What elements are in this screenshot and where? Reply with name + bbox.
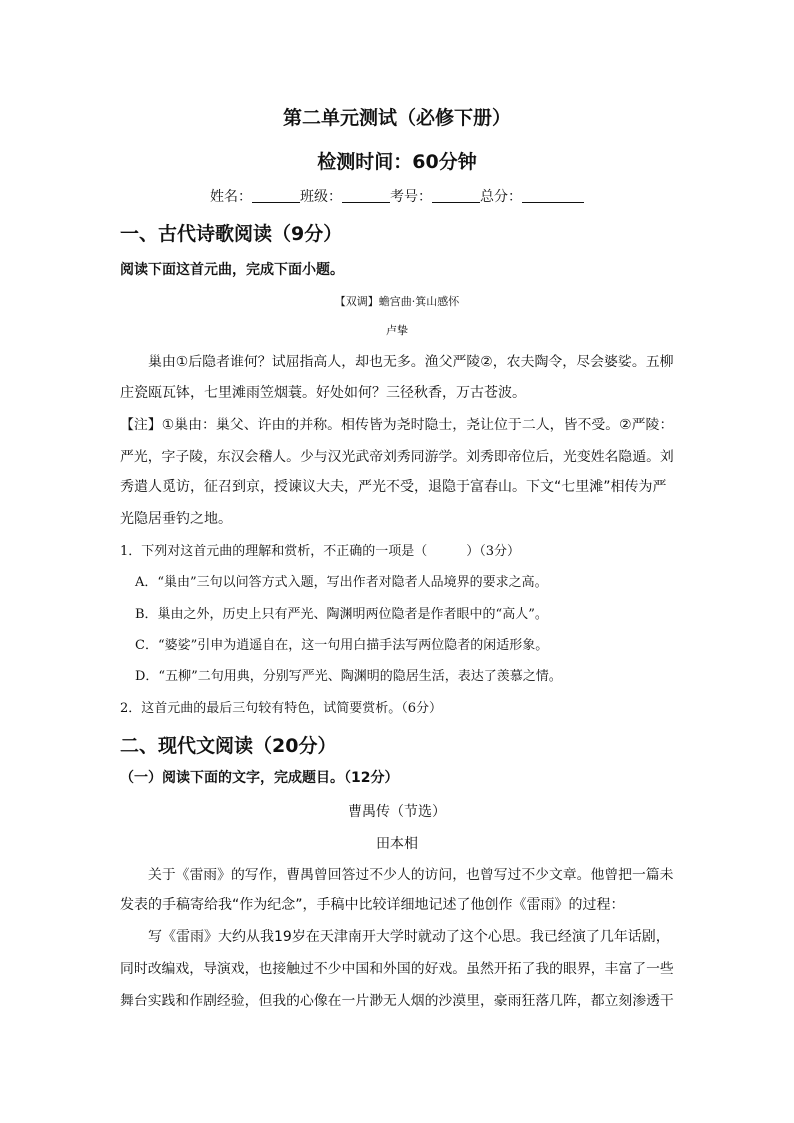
section1-heading: 一、古代诗歌阅读（9分） [120,223,343,245]
note-line: 严光，字子陵，东汉会稽人。少与汉光武帝刘秀同游学。刘秀即帝位后，光变姓名隐遁。刘 [120,449,674,465]
note-line: 【注】①巢由：巢父、许由的并称。相传皆为尧时隐士，尧让位于二人，皆不受。②严陵： [120,417,674,433]
class-label: 班级： [300,189,342,205]
poem-line: 庄瓷瓯瓦钵，七里滩雨笠烟蓑。好处如何？三径秋香，万古苍波。 [120,385,526,401]
note-line: 光隐居垂钓之地。 [120,511,232,527]
article-line: 发表的手稿寄给我“作为纪念”，手稿中比较详细地记述了他创作《雷雨》的过程： [120,897,625,913]
score-label: 总分： [480,189,522,205]
option-b[interactable]: B．巢由之外，历史上只有严光、陶渊明两位隐者是作者眼中的“高人”。 [135,607,548,622]
name-blank[interactable] [252,188,300,203]
option-c[interactable]: C．“婆娑”引申为逍遥自在，这一句用白描手法写两位隐者的闲适形象。 [135,638,549,653]
note-line: 秀遣人觅访，征召到京，授谏议大夫，严光不受，退隐于富春山。下文“七里滩”相传为严 [120,479,667,495]
exam-title: 第二单元测试（必修下册） [282,107,511,129]
exam-duration: 检测时间：60分钟 [317,151,477,173]
option-a[interactable]: A．“巢由”三句以问答方式入题，写出作者对隐者人品境界的要求之高。 [135,575,548,590]
article-line: 同时改编戏，导演戏，也接触过不少中国和外国的好戏。虽然开拓了我的眼界，丰富了一些 [120,961,674,977]
score-blank[interactable] [522,188,584,203]
poem-author: 卢挚 [386,324,408,337]
name-label: 姓名： [210,189,252,205]
article-line: 舞台实践和作剧经验，但我的心像在一片渺无人烟的沙漠里，豪雨狂落几阵，都立刻渗透干 [120,993,674,1009]
question-1: 1．下列对这首元曲的理解和赏析，不正确的一项是（ ）（3分） [120,544,521,559]
exam-no-label: 考号： [390,189,432,205]
section2-heading: 二、现代文阅读（20分） [120,735,337,757]
question-2: 2．这首元曲的最后三句较有特色，试简要赏析。（6分） [120,701,443,716]
article-line: 写《雷雨》大约从我19岁在天津南开大学时就动了这个心思。我已经演了几年话剧， [148,929,670,945]
class-blank[interactable] [342,188,390,203]
section2-subheading: （一）阅读下面的文字，完成题目。（12分） [120,770,399,786]
section1-instruction: 阅读下面这首元曲，完成下面小题。 [120,262,344,278]
poem-title: 【双调】蟾宫曲·箕山感怀 [334,295,460,308]
student-info-line [0,186,794,206]
exam-no-blank[interactable] [432,188,480,203]
article-title: 曹禺传（节选） [348,804,446,820]
poem-line: 巢由①后隐者谁何？试屈指高人，却也无多。渔父严陵②，农夫陶令，尽会婆娑。五柳 [148,354,674,370]
option-d[interactable]: D．“五柳”二句用典，分别写严光、陶渊明的隐居生活，表达了羡慕之情。 [135,669,562,684]
article-line: 关于《雷雨》的写作，曹禺曾回答过不少人的访问，也曾写过不少文章。他曾把一篇未 [148,867,674,883]
article-author: 田本相 [376,836,418,852]
